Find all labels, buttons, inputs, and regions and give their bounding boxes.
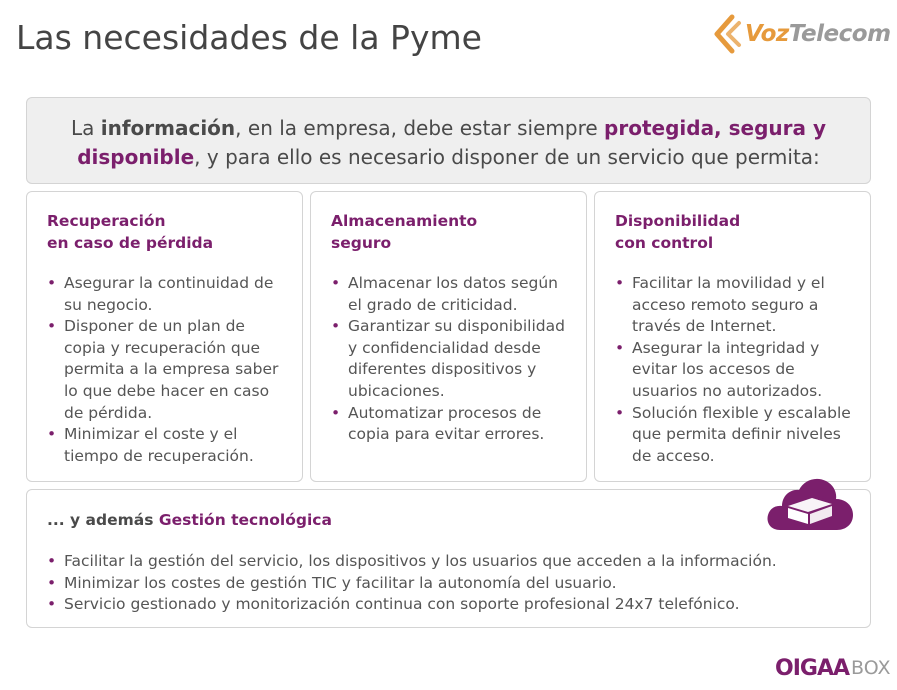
list-item: • Minimizar los costes de gestión TIC y facilitar la autonomía del usuario.	[47, 573, 850, 595]
intro-segment-normal: , en la empresa, debe estar siempre	[235, 116, 605, 140]
card-title: Disponibilidad con control	[615, 212, 741, 252]
logo-suffix: Telecom	[788, 21, 891, 47]
intro-segment-bold: información	[100, 116, 236, 140]
extra-title	[47, 509, 850, 531]
intro-segment-highlight: protegida, segura y disponible	[77, 116, 827, 169]
extra-panel	[26, 489, 871, 628]
logo-text	[745, 21, 891, 47]
card-recuperacion	[26, 191, 303, 482]
intro-panel	[26, 97, 871, 184]
oigaabox-logo	[775, 653, 890, 683]
list-item: • Minimizar el coste y el tiempo de recuperación.	[47, 424, 286, 467]
list-item: • Solución flexible y escalable que permita definir niveles de acceso.	[615, 403, 854, 468]
extra-title-highlight: Gestión tecnológica	[158, 511, 332, 529]
list-item: • Facilitar la gestión del servicio, los dispositivos y los usuarios que acceden a la información.	[47, 551, 850, 573]
list-item: • Automatizar procesos de copia para evitar errores.	[331, 403, 570, 446]
cloud-storage-icon	[766, 474, 854, 532]
card-almacenamiento	[310, 191, 587, 482]
card-list	[331, 273, 570, 446]
list-item: • Asegurar la continuidad de su negocio.	[47, 273, 286, 316]
list-item: • Almacenar los datos según el grado de criticidad.	[331, 273, 570, 316]
card-list	[47, 273, 286, 467]
logo-main: OIGAA	[775, 655, 849, 681]
list-item: • Servicio gestionado y monitorización continua con soporte profesional 24x7 telefónico.	[47, 594, 850, 616]
card-list	[615, 273, 854, 467]
logo-prefix: Voz	[745, 21, 789, 47]
card-disponibilidad	[594, 191, 871, 482]
list-item: • Asegurar la integridad y evitar los accesos de usuarios no autorizados.	[615, 338, 854, 403]
intro-text	[71, 116, 826, 169]
extra-title-prefix: ... y además	[47, 511, 159, 529]
list-item: • Facilitar la movilidad y el acceso remoto seguro a través de Internet.	[615, 273, 854, 338]
card-title: Almacenamiento seguro	[331, 212, 478, 252]
logo-sub: BOX	[851, 657, 891, 679]
voztelecom-chevron-icon	[712, 14, 742, 54]
card-title: Recuperación en caso de pérdida	[47, 212, 214, 252]
intro-segment-normal: La	[70, 116, 101, 140]
intro-segment-normal: , y para ello es necesario disponer de un servicio que permita:	[194, 145, 820, 169]
page-title: Las necesidades de la Pyme	[16, 18, 482, 57]
list-item: • Disponer de un plan de copia y recuperación que permita a la empresa saber lo que debe hacer en caso de pérdida.	[47, 316, 286, 424]
list-item: • Garantizar su disponibilidad y confidencialidad desde diferentes dispositivos y ubicaciones.	[331, 316, 570, 402]
voztelecom-logo	[712, 12, 894, 56]
extra-list	[47, 551, 850, 616]
